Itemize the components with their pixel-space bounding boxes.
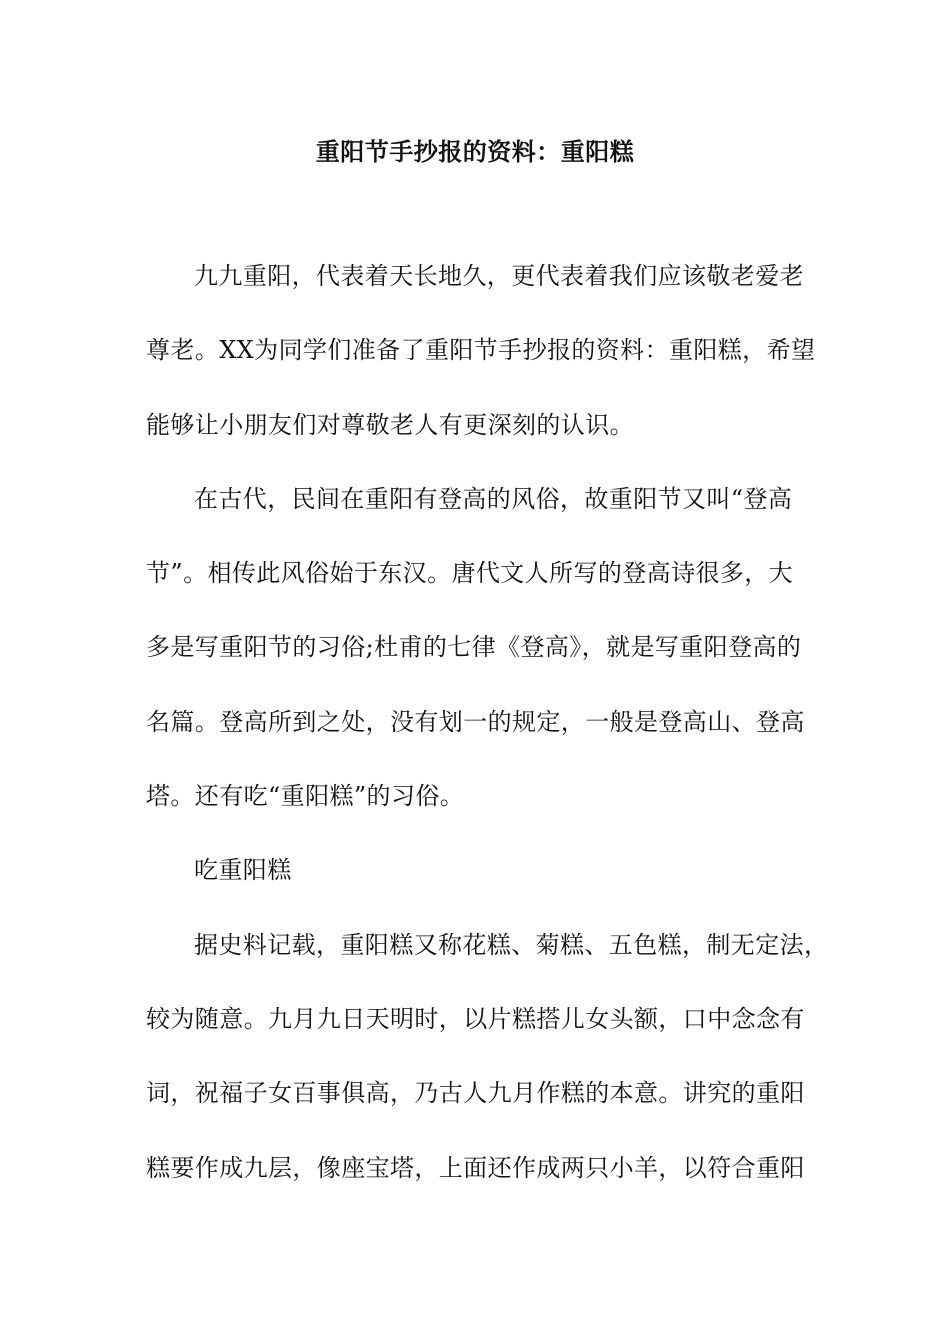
text-line: 名篇。登高所到之处，没有划一的规定，一般是登高山、登高 (146, 707, 805, 736)
text-line: 节”。相传此风俗始于东汉。唐代文人所写的登高诗很多，大 (146, 559, 794, 588)
text-line: 尊老。XX为同学们准备了重阳节手抄报的资料：重阳糕，希望 (146, 336, 816, 365)
text-line: 多是写重阳节的习俗;杜甫的七律《登高》，就是写重阳登高的 (146, 633, 802, 662)
text-line: 词，祝福子女百事俱高，乃古人九月作糕的本意。讲究的重阳 (146, 1079, 805, 1108)
text-line: 较为随意。九月九日天明时，以片糕搭儿女头额，口中念念有 (146, 1004, 805, 1033)
text-line: 在古代，民间在重阳有登高的风俗，故重阳节又叫“登高 (194, 484, 793, 513)
text-line: 能够让小朋友们对尊敬老人有更深刻的认识。 (146, 410, 634, 439)
section-heading: 吃重阳糕 (194, 856, 292, 885)
text-line: 据史料记载，重阳糕又称花糕、菊糕、五色糕，制无定法， (194, 930, 829, 959)
text-line: 塔。还有吃“重阳糕”的习俗。 (146, 782, 465, 811)
text-line: 九九重阳，代表着天长地久，更代表着我们应该敬老爱老 (194, 262, 804, 290)
document-body (146, 258, 829, 1224)
text-line: 糕要作成九层，像座宝塔，上面还作成两只小羊，以符合重阳 (146, 1153, 805, 1182)
document-title: 重阳节手抄报的资料：重阳糕 (315, 137, 635, 166)
